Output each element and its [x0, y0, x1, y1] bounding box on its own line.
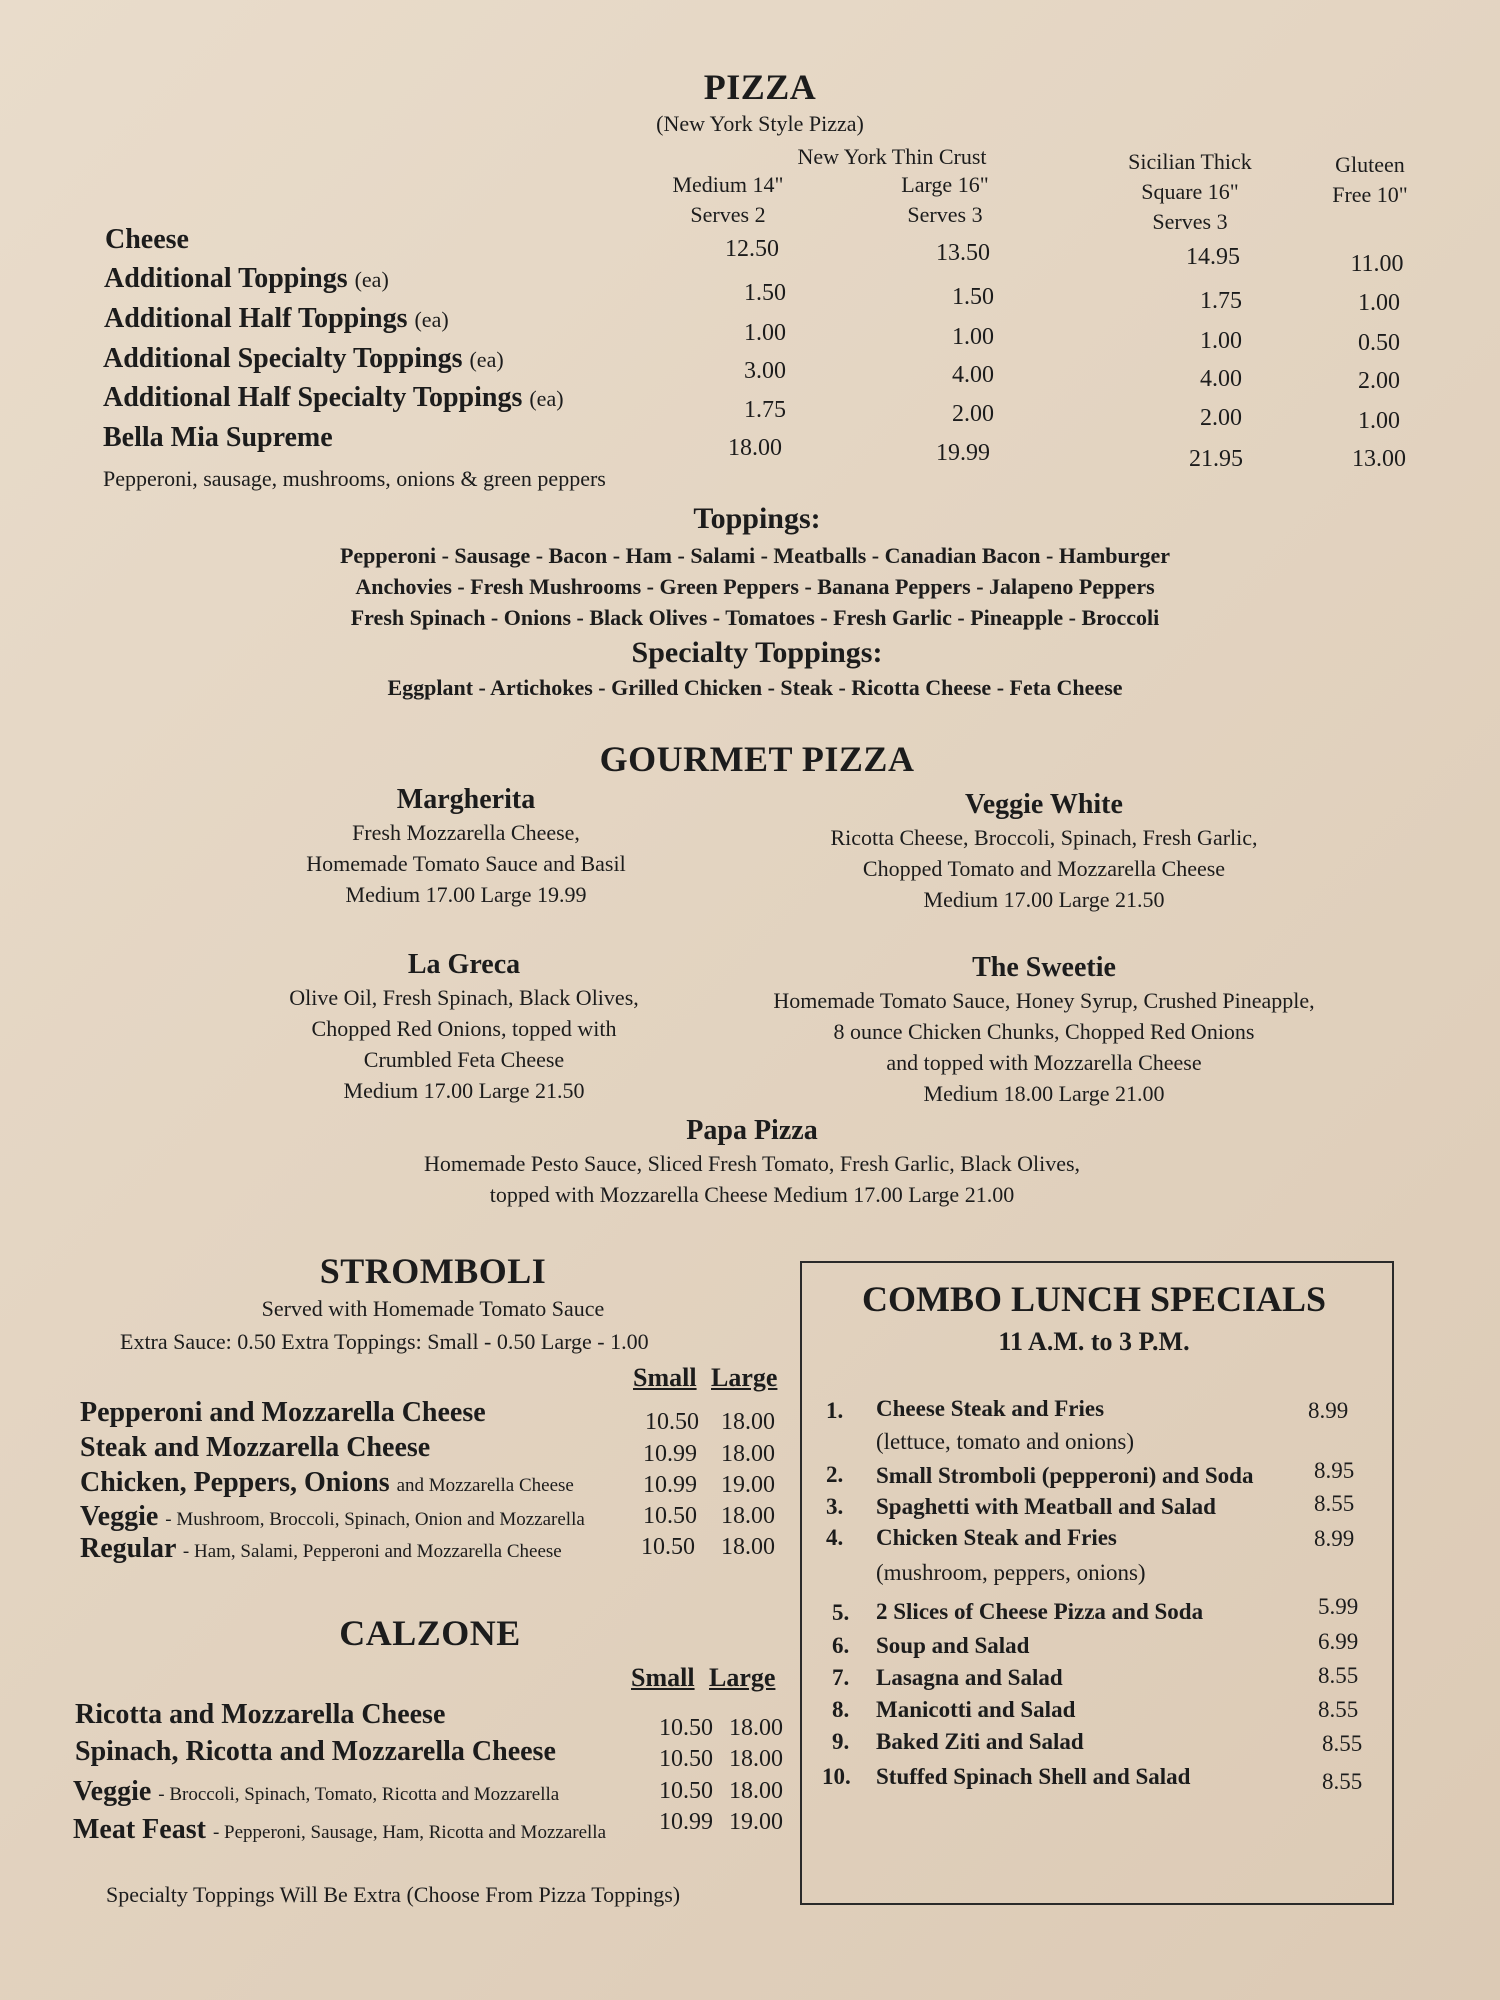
price: 1.50: [744, 280, 786, 306]
price: 1.00: [1200, 328, 1242, 354]
stromboli-row: Regular - Ham, Salami, Pepperoni and Mozzarella Cheese: [80, 1533, 562, 1564]
combo-num: 9.: [832, 1729, 850, 1754]
combo-item-name: Baked Ziti and Salad: [876, 1729, 1084, 1754]
calzone-col-large: Large: [709, 1663, 776, 1692]
price: 1.00: [1358, 290, 1400, 316]
calzone-col-small: Small: [631, 1663, 695, 1692]
calzone-row: Meat Feast - Pepperoni, Sausage, Ham, Ricotta and Mozzarella: [73, 1814, 606, 1845]
combo-item-sub: (lettuce, tomato and onions): [876, 1429, 1135, 1454]
price-small: 10.99: [659, 1809, 713, 1835]
combo-item-name: Cheese Steak and Fries: [876, 1396, 1105, 1421]
combo-num: 3.: [826, 1494, 844, 1519]
stromboli-subtitle: Served with Homemade Tomato Sauce: [261, 1296, 605, 1321]
stromboli-row: Pepperoni and Mozzarella Cheese: [80, 1397, 486, 1428]
price-small: 10.50: [641, 1534, 695, 1560]
supreme-description: Pepperoni, sausage, mushrooms, onions & green peppers: [103, 466, 606, 491]
price-large: 18.00: [729, 1715, 783, 1741]
combo-item-name: Spaghetti with Meatball and Salad: [876, 1494, 1216, 1519]
pizza-row-additional-half-toppings: Additional Half Toppings (ea): [104, 303, 449, 334]
price: 0.50: [1358, 330, 1400, 356]
stromboli-col-large: Large: [711, 1363, 778, 1392]
combo-item-name: Stuffed Spinach Shell and Salad: [876, 1764, 1191, 1789]
col-header-gluten-free: Gluteen Free 10": [1332, 152, 1408, 207]
price: 1.00: [744, 320, 786, 346]
combo-price: 8.55: [1318, 1697, 1359, 1722]
price-large: 18.00: [721, 1441, 775, 1467]
col-header-medium: Medium 14" Serves 2: [672, 172, 784, 227]
combo-price: 8.99: [1314, 1526, 1355, 1551]
combo-num: 8.: [832, 1697, 850, 1722]
price-small: 10.99: [643, 1472, 697, 1498]
toppings-title: Toppings:: [693, 502, 821, 535]
stromboli-col-small: Small: [633, 1363, 697, 1392]
price: 1.75: [1200, 288, 1242, 314]
toppings-line-3: Fresh Spinach - Onions - Black Olives - Tomatoes - Fresh Garlic - Pineapple - Broccoli: [350, 605, 1160, 630]
stromboli-extras: Extra Sauce: 0.50 Extra Toppings: Small - 0.50 Large - 1.00: [120, 1329, 649, 1354]
combo-price: 8.55: [1318, 1663, 1359, 1688]
stromboli-row: Chicken, Peppers, Onions and Mozzarella Cheese: [80, 1467, 574, 1498]
price: 13.00: [1352, 446, 1406, 472]
toppings-line-2: Anchovies - Fresh Mushrooms - Green Peppers - Banana Peppers - Jalapeno Peppers: [355, 574, 1155, 599]
price: 14.95: [1186, 244, 1240, 270]
combo-hours: 11 A.M. to 3 P.M.: [998, 1327, 1190, 1356]
combo-item-name: Small Stromboli (pepperoni) and Soda: [876, 1463, 1254, 1488]
pizza-row-additional-specialty-toppings: Additional Specialty Toppings (ea): [103, 343, 504, 374]
price-small: 10.50: [659, 1715, 713, 1741]
combo-price: 5.99: [1318, 1594, 1359, 1619]
pizza-row-additional-half-specialty-toppings: Additional Half Specialty Toppings (ea): [103, 382, 564, 413]
price-large: 18.00: [729, 1746, 783, 1772]
price-large: 18.00: [721, 1409, 775, 1435]
pizza-row-additional-toppings: Additional Toppings (ea): [104, 263, 389, 294]
combo-price: 8.95: [1314, 1458, 1355, 1483]
col-header-sicilian: Sicilian Thick Square 16" Serves 3: [1128, 149, 1252, 234]
price: 1.00: [952, 324, 994, 350]
combo-num: 7.: [832, 1665, 850, 1690]
combo-item-name: Soup and Salad: [876, 1633, 1030, 1658]
price: 21.95: [1189, 446, 1243, 472]
price: 13.50: [936, 240, 990, 266]
gourmet-item-the-sweetie: The Sweetie Homemade Tomato Sauce, Honey Syrup, Crushed Pineapple, 8 ounce Chicken Chunks, Chopped Red Onions and topped with Mozzarella Cheese Medium 18.00 Large 21.00: [773, 952, 1315, 1106]
combo-num: 5.: [832, 1600, 850, 1625]
specialty-toppings-line: Eggplant - Artichokes - Grilled Chicken - Steak - Ricotta Cheese - Feta Cheese: [387, 675, 1123, 700]
price: 1.00: [1358, 408, 1400, 434]
calzone-row: Ricotta and Mozzarella Cheese: [75, 1699, 446, 1730]
gourmet-item-papa-pizza: Papa Pizza Homemade Pesto Sauce, Sliced Fresh Tomato, Fresh Garlic, Black Olives, topped with Mozzarella Cheese Medium 17.00 Large 21.00: [423, 1115, 1081, 1207]
combo-item-name: Manicotti and Salad: [876, 1697, 1076, 1722]
gourmet-item-veggie-white: Veggie White Ricotta Cheese, Broccoli, Spinach, Fresh Garlic, Chopped Tomato and Mozzarella Cheese Medium 17.00 Large 21.50: [830, 789, 1258, 912]
price-large: 18.00: [721, 1503, 775, 1529]
price: 12.50: [725, 236, 779, 262]
price: 2.00: [1358, 368, 1400, 394]
price-large: 19.00: [729, 1809, 783, 1835]
combo-num: 4.: [826, 1525, 844, 1550]
price-large: 18.00: [729, 1778, 783, 1804]
price: 2.00: [952, 401, 994, 427]
pizza-row-bella-mia-supreme: Bella Mia Supreme: [103, 422, 333, 453]
combo-num: 2.: [826, 1462, 844, 1487]
price-small: 10.50: [659, 1746, 713, 1772]
price-small: 10.99: [643, 1441, 697, 1467]
stromboli-row: Steak and Mozzarella Cheese: [80, 1432, 431, 1463]
pizza-row-cheese: Cheese: [105, 224, 189, 255]
price: 1.50: [952, 284, 994, 310]
price: 4.00: [952, 362, 994, 388]
combo-price: 8.55: [1314, 1491, 1355, 1516]
price-large: 18.00: [721, 1534, 775, 1560]
stromboli-row: Veggie - Mushroom, Broccoli, Spinach, Onion and Mozzarella: [80, 1501, 585, 1532]
price: 1.75: [744, 397, 786, 423]
calzone-row: Spinach, Ricotta and Mozzarella Cheese: [75, 1736, 556, 1767]
col-header-large: Large 16" Serves 3: [901, 172, 989, 227]
combo-price: 8.55: [1322, 1731, 1363, 1756]
price-large: 19.00: [721, 1472, 775, 1498]
pizza-title: PIZZA: [703, 67, 817, 107]
pizza-subtitle: (New York Style Pizza): [656, 111, 864, 136]
gourmet-item-la-greca: La Greca Olive Oil, Fresh Spinach, Black Olives, Chopped Red Onions, topped with Crumbled Feta Cheese Medium 17.00 Large 21.50: [289, 949, 639, 1103]
price: 2.00: [1200, 405, 1242, 431]
combo-num: 1.: [826, 1398, 844, 1423]
combo-price: 8.55: [1322, 1769, 1363, 1794]
combo-price: 6.99: [1318, 1629, 1359, 1654]
price-small: 10.50: [659, 1778, 713, 1804]
price: 3.00: [744, 358, 786, 384]
combo-price: 8.99: [1308, 1398, 1349, 1423]
gourmet-item-margherita: Margherita Fresh Mozzarella Cheese, Homemade Tomato Sauce and Basil Medium 17.00 Large 19.99: [306, 784, 626, 907]
combo-item-sub: (mushroom, peppers, onions): [876, 1560, 1146, 1585]
calzone-title: CALZONE: [339, 1613, 521, 1653]
toppings-line-1: Pepperoni - Sausage - Bacon - Ham - Salami - Meatballs - Canadian Bacon - Hamburger: [339, 543, 1171, 568]
calzone-row: Veggie - Broccoli, Spinach, Tomato, Ricotta and Mozzarella: [73, 1776, 560, 1807]
calzone-footnote: Specialty Toppings Will Be Extra (Choose From Pizza Toppings): [106, 1882, 681, 1907]
price-small: 10.50: [643, 1503, 697, 1529]
price-small: 10.50: [645, 1409, 699, 1435]
specialty-toppings-title: Specialty Toppings:: [631, 636, 883, 669]
gourmet-title: GOURMET PIZZA: [599, 739, 915, 779]
price: 4.00: [1200, 366, 1242, 392]
combo-num: 6.: [832, 1633, 850, 1658]
combo-item-name: 2 Slices of Cheese Pizza and Soda: [876, 1599, 1204, 1624]
combo-item-name: Chicken Steak and Fries: [876, 1525, 1117, 1550]
combo-item-name: Lasagna and Salad: [876, 1665, 1063, 1690]
price: 19.99: [936, 440, 990, 466]
price: 11.00: [1350, 251, 1404, 277]
combo-title: COMBO LUNCH SPECIALS: [861, 1279, 1327, 1319]
price: 18.00: [728, 435, 782, 461]
thin-crust-header: New York Thin Crust: [797, 144, 987, 169]
combo-num: 10.: [822, 1764, 851, 1789]
stromboli-title: STROMBOLI: [319, 1251, 547, 1291]
